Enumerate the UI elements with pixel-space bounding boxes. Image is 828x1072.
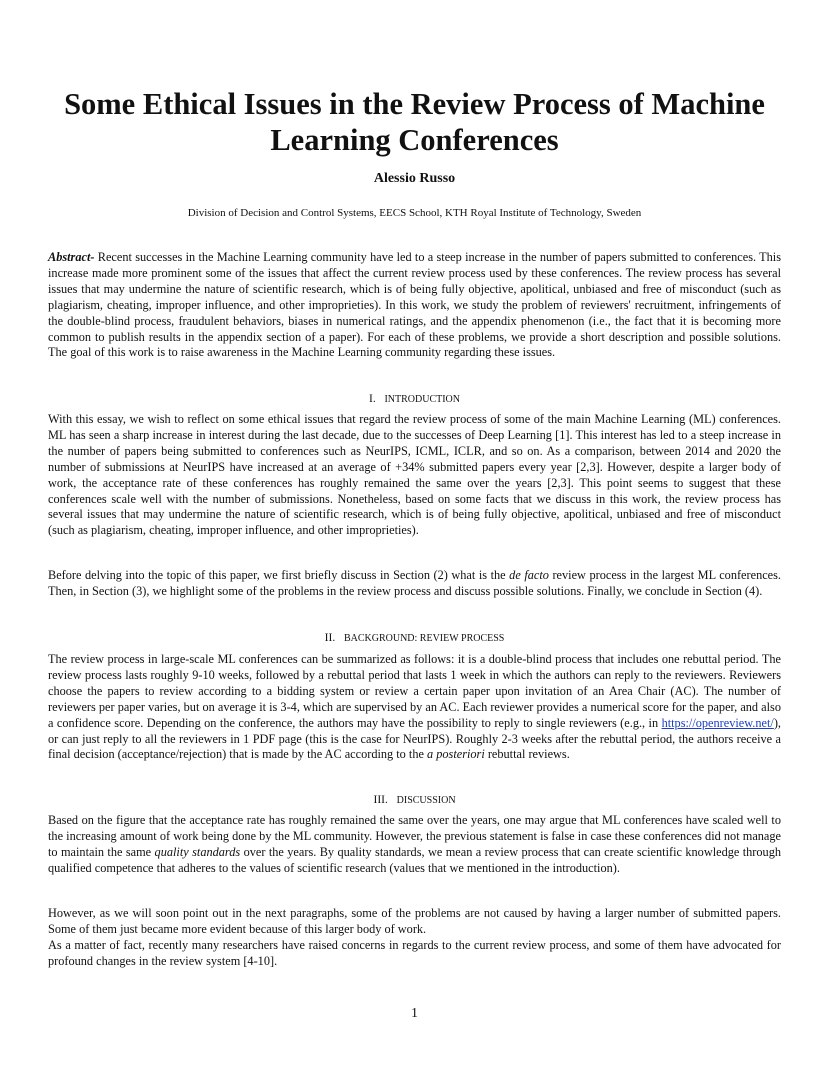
section-title: DISCUSSION [396, 795, 456, 806]
discussion-paragraph-2: However, as we will soon point out in the next paragraphs, some of the problems are not caused by having a larger number of submitted papers. Some of them just became more evident because of this larger body of work. [48, 906, 781, 936]
discussion-paragraph-1 [48, 813, 781, 877]
section-title: INTRODUCTION [384, 394, 460, 405]
section-title: BACKGROUND: REVIEW PROCESS [343, 633, 505, 644]
section-numeral: II. [324, 631, 336, 644]
intro-paragraph-2 [48, 568, 781, 600]
abstract-label: Abstract- [48, 250, 95, 264]
intro-p2-emphasis: de facto [509, 568, 549, 582]
section-heading-introduction [48, 392, 781, 407]
disc-emphasis: quality standards [154, 844, 241, 859]
paper-title: Some Ethical Issues in the Review Process of Machine Learning Conferences [64, 87, 765, 157]
page-number: 1 [411, 1006, 418, 1021]
section-numeral: I. [368, 392, 376, 405]
bg-text-cont: ), or can just reply to all the reviewers in 1 PDF page (this is the case for NeurIPS). Roughly 2-3 weeks after the rebuttal period, the authors receive a final decision (acceptance/rejection) that is made by the AC according to the [48, 715, 781, 762]
section-numeral: III. [373, 793, 388, 806]
bg-emphasis: a posteriori [427, 747, 485, 762]
intro-p2-text: Before delving into the topic of this paper, we first briefly discuss in Section (2) what is the [48, 568, 510, 582]
abstract [48, 250, 781, 361]
intro-p2-text-cont: review process in the largest ML conferences. Then, in Section (3), we highlight some of the problems in the review process and discuss possible solutions. Finally, we conclude in Section (4). [48, 568, 781, 598]
abstract-text: Recent successes in the Machine Learning community have led to a steep increase in the number of papers submitted to conferences. This increase made more prominent some of the issues that affect the current review process used by these conferences. The review process has several issues that may undermine the nature of scientific research, which is of being fully objective, apolitical, unbiased and free of misconduct (such as plagiarism, cheating, improper influence, and other improprieties). In this work, we study the problem of reviewers' recruitment, infringements of the double-blind process, fraudulent behaviors, biases in numerical ratings, and the appendix phenomenon (i.e., the fact that it is becoming more common to publish results in the appendix section of a paper). For each of these problems, we provide a short description and possible solutions. The goal of this work is to raise awareness in the Machine Learning community regarding these issues. [48, 250, 781, 360]
disc-text: Based on the figure that the acceptance rate has roughly remained the same over the years, one may argue that ML conferences have scaled well to the increasing amount of work being done by the ML community. However, the previous statement is false in case these conferences did not manage to maintain the same [48, 813, 781, 859]
author-affiliation: Division of Decision and Control Systems, EECS School, KTH Royal Institute of Technology, Sweden [187, 207, 642, 219]
bg-text: The review process in large-scale ML conferences can be summarized as follows: it is a double-blind process that includes one rebuttal period. The review process lasts roughly 9-10 weeks, followed by a rebuttal period that lasts 1 week in which the authors can reply to the reviewers. Reviewers choose the papers to review according to a bidding system or review a certain paper upon invitation of an Area Chair (AC). The number of reviewers per paper varies, but on average it is 3-4, which are supervised by an AC. Each reviewer provides a numerical score for the paper, and also a confidence score. Depending on the conference, the authors may have the possibility to reply to single reviewers (e.g., in [48, 652, 781, 730]
intro-paragraph-1: With this essay, we wish to reflect on some ethical issues that regard the review process of some of the main Machine Learning (ML) conferences. ML has seen a sharp increase in interest during the last decade, due to the successes of Deep Learning [1]. This interest has led to a steep increase in the number of papers being submitted to conferences such as NeurIPS, ICML, ICLR, and so on. As a comparison, between 2014 and 2020 the number of submissions at NeurIPS have increased at an average of +34% submitted papers every year [2,3]. However, despite a larger body of work, the acceptance rate of these conferences has roughly remained the same over the years [2,3]. This point seems to suggest that these conferences scale well with the number of submissions. Nonetheless, based on some facts that we discuss in this work, the review process has several issues that may undermine the nature of scientific research, which is of being fully objective, apolitical, unbiased and free of misconduct (such as plagiarism, cheating, improper influence, and other improprieties). [48, 412, 781, 538]
discussion-paragraph-3: As a matter of fact, recently many researchers have raised concerns in regards to the current review process, and some of them have advocated for profound changes in the review system [4-10]. [48, 938, 781, 968]
section-heading-discussion [48, 793, 781, 808]
background-paragraph [48, 652, 781, 763]
bg-text-end: rebuttal reviews. [484, 747, 570, 762]
openreview-link[interactable]: https://openreview.net/ [661, 715, 774, 730]
author-name: Alessio Russo [373, 171, 456, 186]
disc-text-cont: over the years. By quality standards, we mean a review process that can create scientific knowledge through qualified competence that adheres to the values of scientific research (values that we mentioned in the introduction). [48, 844, 781, 875]
section-heading-background [48, 631, 781, 646]
